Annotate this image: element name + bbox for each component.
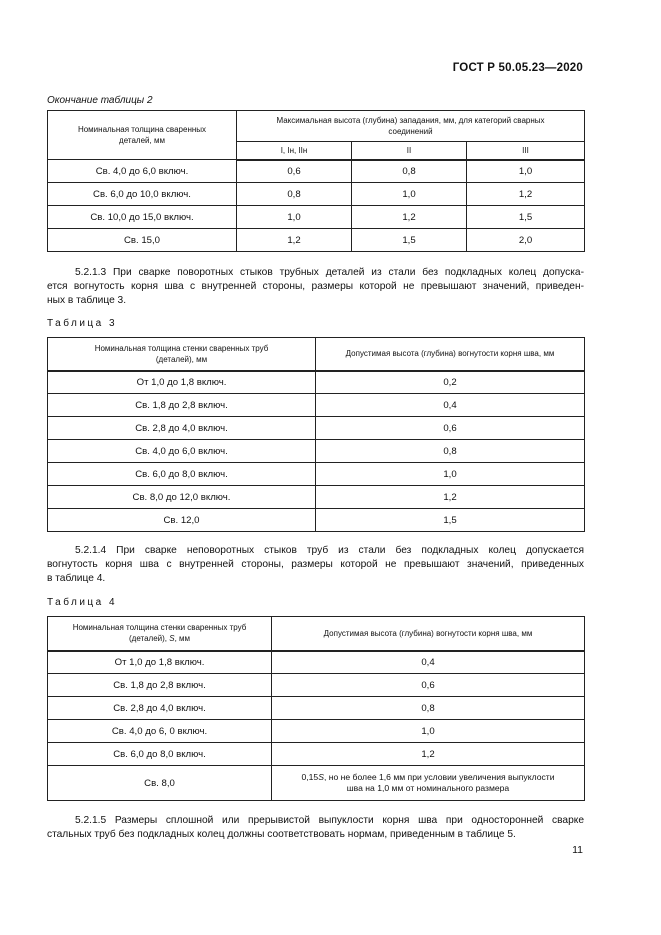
table3-cell: Св. 2,8 до 4,0 включ. (48, 417, 316, 440)
table2-cell: 1,5 (352, 229, 467, 252)
table3-cell: 0,2 (316, 371, 585, 394)
paragraph-5-2-1-4 (47, 544, 584, 587)
paragraph-line: ных в таблице 3. (47, 295, 127, 307)
table-row (48, 766, 585, 801)
table2-cell: Св. 15,0 (48, 229, 237, 252)
table2-header-thickness: Номинальная толщина сваренных деталей, мм (48, 111, 237, 160)
table-row (48, 417, 585, 440)
paragraph-5-2-1-3 (47, 266, 584, 309)
paragraph-line: стальных труб без подкладных колец должны соответствовать нормам, приведенным в таблице 5. (47, 829, 516, 841)
table3-cell: 1,0 (316, 463, 585, 486)
table-row (48, 651, 585, 674)
table4-cell: Св. 4,0 до 6, 0 включ. (48, 720, 272, 743)
table-row (48, 509, 585, 532)
table2-cell: 2,0 (467, 229, 585, 252)
table2-subheader-cat2: II (352, 142, 467, 160)
paragraph-line: 5.2.1.5 Размеры сплошной или прерывистой выпуклости корня шва при односторонней сварке (75, 815, 584, 826)
table4-cell: 1,0 (272, 720, 585, 743)
table-row (48, 463, 585, 486)
table3-cell: Св. 8,0 до 12,0 включ. (48, 486, 316, 509)
table-row (48, 160, 585, 183)
table2-cell: 1,0 (237, 206, 352, 229)
paragraph-line: 5.2.1.3 При сварке поворотных стыков трубных деталей из стали без подкладных колец допуска- (75, 267, 584, 278)
table-row (48, 371, 585, 394)
table2-cell: 0,8 (352, 160, 467, 183)
table2-cell: 1,2 (352, 206, 467, 229)
table-row (48, 229, 585, 252)
table2-cell: Св. 10,0 до 15,0 включ. (48, 206, 237, 229)
table-4 (47, 616, 585, 801)
table-row (48, 206, 585, 229)
table3-cell: Св. 1,8 до 2,8 включ. (48, 394, 316, 417)
table2-cell: 0,6 (237, 160, 352, 183)
table-row (48, 486, 585, 509)
table2-cell: 1,0 (352, 183, 467, 206)
table2-subheader-cat1: I, Iн, IIн (237, 142, 352, 160)
table4-cell: Св. 1,8 до 2,8 включ. (48, 674, 272, 697)
table2-cell: 1,5 (467, 206, 585, 229)
table3-caption: Таблица 3 (47, 318, 118, 329)
table2-caption: Окончание таблицы 2 (47, 95, 153, 106)
table2-header-group: Максимальная высота (глубина) западания, мм, для категорий сварных соединений (237, 111, 585, 142)
table4-header-thickness: Номинальная толщина стенки сваренных труб (деталей), S, мм (48, 617, 272, 651)
table3-cell: 1,2 (316, 486, 585, 509)
table4-cell: 0,4 (272, 651, 585, 674)
table-row (48, 674, 585, 697)
table2-cell: 1,2 (237, 229, 352, 252)
table2-cell: 0,8 (237, 183, 352, 206)
table4-cell: Св. 8,0 (48, 766, 272, 801)
table3-header-thickness: Номинальная толщина стенки сваренных труб (деталей), мм (48, 338, 316, 371)
table4-cell: Св. 2,8 до 4,0 включ. (48, 697, 272, 720)
table3-cell: Св. 4,0 до 6,0 включ. (48, 440, 316, 463)
table3-cell: 0,4 (316, 394, 585, 417)
table3-header-concavity: Допустимая высота (глубина) вогнутости корня шва, мм (316, 338, 585, 371)
table2-cell: 1,0 (467, 160, 585, 183)
table3-cell: Св. 12,0 (48, 509, 316, 532)
paragraph-line: ется вогнутость корня шва с внутренней стороны, размеры которой не превышают значений, приведен- (47, 281, 584, 293)
table4-cell: 0,8 (272, 697, 585, 720)
table-row (48, 394, 585, 417)
table3-cell: 0,6 (316, 417, 585, 440)
table4-cell: 1,2 (272, 743, 585, 766)
paragraph-5-2-1-5 (47, 814, 584, 842)
table3-cell: Св. 6,0 до 8,0 включ. (48, 463, 316, 486)
table-row (48, 720, 585, 743)
document-code: ГОСТ Р 50.05.23—2020 (452, 62, 583, 74)
table-2 (47, 110, 585, 252)
table-row (48, 440, 585, 463)
table4-cell: Св. 6,0 до 8,0 включ. (48, 743, 272, 766)
table2-cell: 1,2 (467, 183, 585, 206)
paragraph-line: в таблице 4. (47, 573, 106, 585)
table-row (48, 743, 585, 766)
table3-cell: 0,8 (316, 440, 585, 463)
table4-header-concavity: Допустимая высота (глубина) вогнутости корня шва, мм (272, 617, 585, 651)
table-row (48, 183, 585, 206)
table4-cell: 0,6 (272, 674, 585, 697)
table4-cell: От 1,0 до 1,8 включ. (48, 651, 272, 674)
table4-cell-note: 0,15S, но не более 1,6 мм при условии увеличения выпуклости шва на 1,0 мм от номинального размера (272, 766, 585, 801)
paragraph-line: 5.2.1.4 При сварке неповоротных стыков труб из стали без подкладных колец допускается (75, 545, 584, 556)
paragraph-line: вогнутость корня шва с внутренней стороны, размеры которой не превышают значений, приведенных (47, 559, 584, 571)
table-3 (47, 337, 585, 532)
table2-cell: Св. 4,0 до 6,0 включ. (48, 160, 237, 183)
table3-cell: От 1,0 до 1,8 включ. (48, 371, 316, 394)
table2-subheader-cat3: III (467, 142, 585, 160)
table-row (48, 697, 585, 720)
table3-cell: 1,5 (316, 509, 585, 532)
table2-cell: Св. 6,0 до 10,0 включ. (48, 183, 237, 206)
page-number: 11 (572, 844, 583, 856)
table4-caption: Таблица 4 (47, 597, 118, 608)
